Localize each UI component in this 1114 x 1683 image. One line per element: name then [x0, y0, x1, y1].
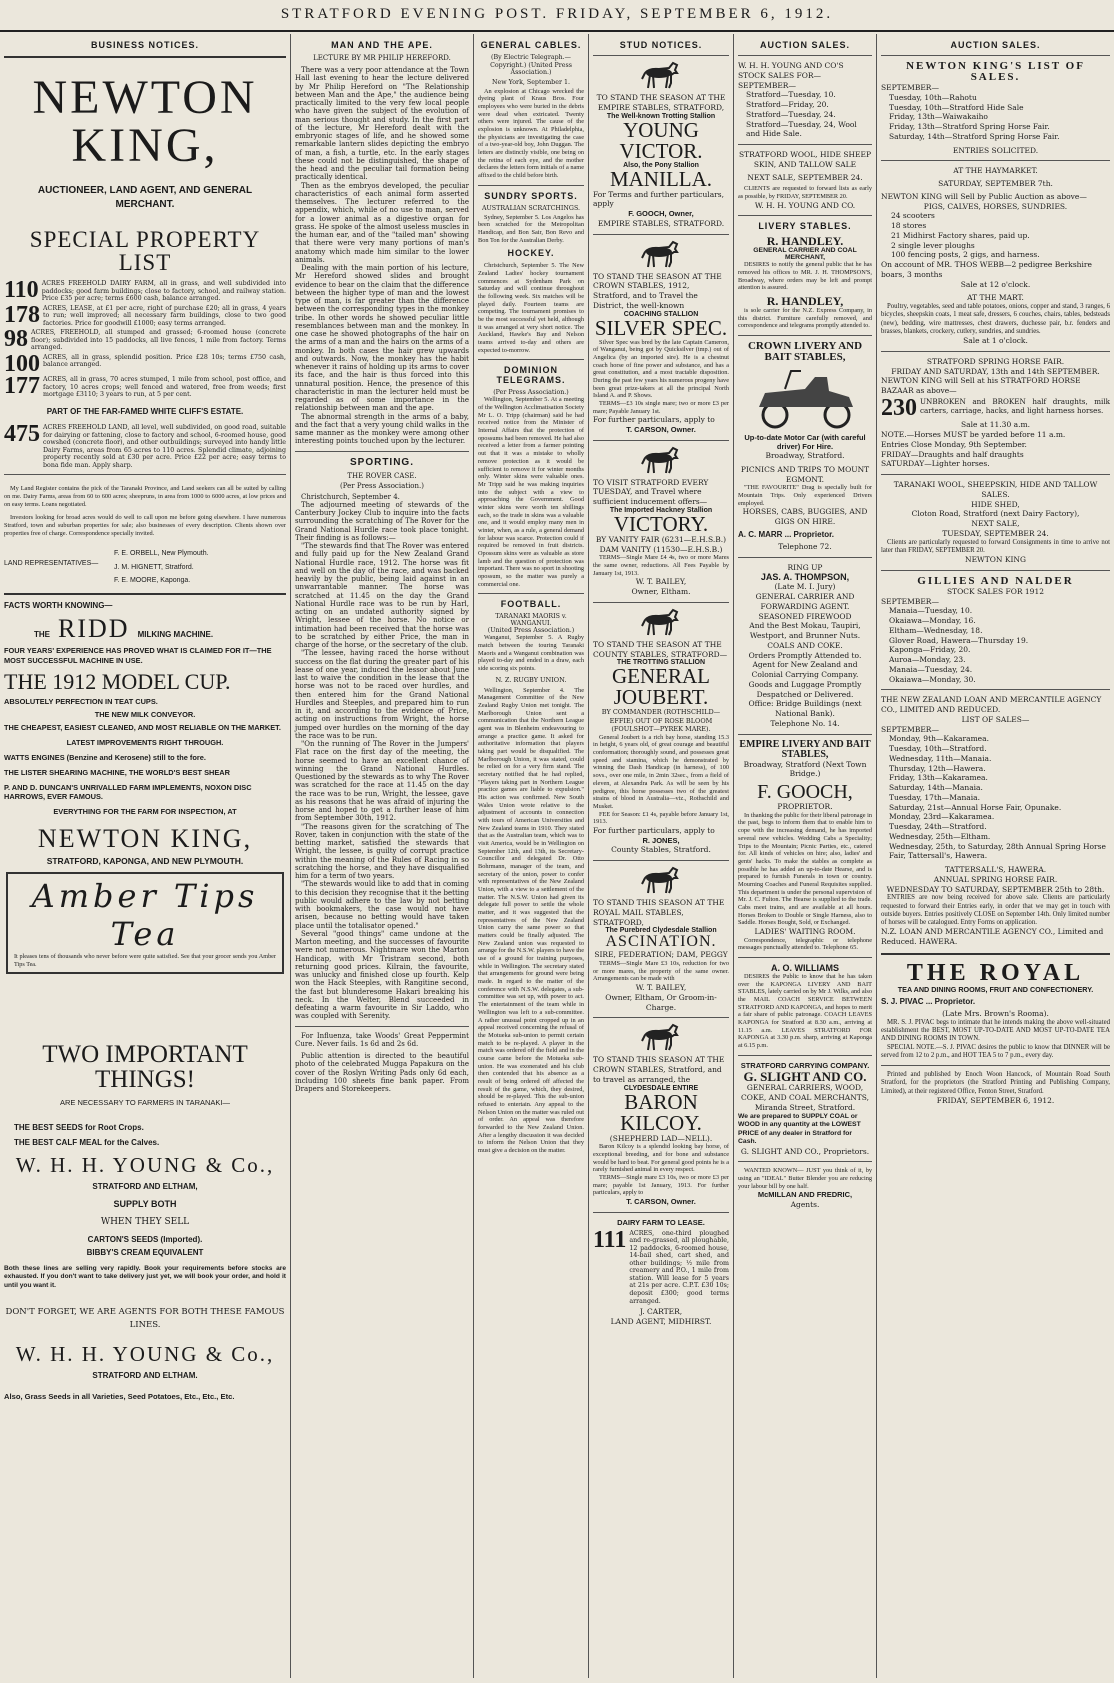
property-item: 177 ACRES, all in grass, 70 acres stumped, 1 mile from school, post office, and factory, 10 acres crops; well fenced and watered, free from weeds; first mortgage £3110; 3 years to run, at 5 per cent.: [4, 373, 286, 400]
hockey-heading: HOCKEY.: [507, 248, 555, 259]
football-heading: FOOTBALL.: [500, 599, 562, 610]
property-item: 475 ACRES FREEHOLD LAND, all level, well subdivided, on good road, suitable for dairying or fattening, close to factory and school, 6-roomed house, good cowshed (concrete floor), and other outbuildings; surveyed into handy little Dairy Farms, areas from 65 acres to 110 acres. Splendid climate, adjoining property recently sold at £30 per acre. Price £22 per acre; easy terms to bona fide man. Apply sharp.: [4, 420, 286, 469]
agents-notice: DON'T FORGET, WE ARE AGENTS FOR BOTH THESE FAMOUS LINES.: [5, 1307, 285, 1330]
crown-livery-heading: CROWN LIVERY AND BAIT STABLES,: [747, 340, 863, 364]
cables-article: An explosion at Chicago wrecked the dyeing plant of Kraus Bros. Four employees who were buried in the debris were dead when extricated. Twenty others were injured. The cause of the explosion is unknown. At Philadelphia, the physicians are investigating the case of a two-year-old boy, John Duggan. The letters are distinctly visible, one being on the retina of each eye, and the mother declares the letters form initials of a name affixed to the child before birth.: [478, 87, 584, 180]
rover-article: Christchurch, September 4. The adjourned meeting of stewards of the Canterbury Jockey Club to inquire into the facts surrounding the scratching of The Rover for the Grand National Hurdle race took place tonight. Their finding is as follows:— "The stewards find that The Rover was entered and fully paid up for the New Zealand Grand National Hurdle race, 1912. The horse was fit and well on the day of the race, and was backed heavily by the public, being laid against in an unwarrantable manner. The horse was scratched at 11.45 on the day the Grand National Hurdle race was to be run by Harl, acting on an undated authority signed by Wright, lessee of the horse. No notice or intimation had been received that the horse was to be scratched by either Price, the man in charge of the horse, or the secretary of the club. "The lessee, having raced the horse without success on the flat during the greater part of his lease of one year, induced the lessor about June last to waive the condition in the lease that the horse was not to be raced over hurdles, and then entered him for the Grand National Hurdles and Steeples, and prepared him to run in it, and according to the evidence of Price, acting on instructions from Wright, the horse jumped over hurdles on the morning of the day the race was to be run. "On the running of The Rover in the Jumpers' Flat race on the first day of the meeting, the horse seemed to have an excellent chance of winning the Grand National Hurdles. Questioned by the stewards as to why The Rover was scratched for the race at 11.45 on the day the race was to be run, Wright, the lessee, gave as his reasons that he was afraid of injuring the horse and hoped to get a further lease of him from September 30th, 1912. "The reasons given for the scratching of The Rover, taken in conjunction with the state of the betting market, satisfied the stewards that Wright, the lessee, is guilty of corrupt practice within the meaning of the Rules of Racing in so scratching the horse, and they have disqualified him for a term of two years. "The stewards would like to add that in coming to this decision they recognise that it the betting public would adhere to the law by not betting with bookmakers, the case would not have arisen, because no betting would have taken place until the totalisator opened." Several "good things" came undone at the Marton meeting, and the successes of favourite were not numerous. Nightmare won the Marton Handicap, with Mr Tristram second, both returning good prices. Kilrain, the favourite, was unlucky and finished close up fourth. Kelp won the Hack Steeples, with Rangitine second, the fast but blunderesome Hakari breaking his neck. In the Welter, Blend succeeded in defeating a warm favourite in Sir Laddo, who was coupled with Serenity.: [295, 492, 469, 1021]
watts-line: WATTS ENGINES (Benzine and Kerosene) still to the fore.: [4, 753, 206, 763]
printer-imprint: Printed and published by Enoch Woon Hancock, of Mountain Road South Stratford, for the proprietors (the Stratford Printing and Publishing Company, Limited), at their registered Office, Fenton Street, Stratford.: [881, 1071, 1110, 1095]
property-item: 110 ACRES FREEHOLD DAIRY FARM, all in grass, and well subdivided into paddocks; good farm buildings; close to factory, school, and railway station. Price £35 per acre; terms £600 cash, balance arranged.: [4, 277, 286, 303]
column-auction-livery: AUCTION SALES. W. H. H. YOUNG AND CO'S STOCK SALES FOR— SEPTEMBER— Stratford—Tuesday, 10. Stratford—Friday, 20. Stratford—Tuesday, 24. Stratford—Tuesday, 24, Wool and Hide Sale. STRATFORD WOOL, HIDE SHEEP SKIN, AND TALLOW SALE NEXT SALE, SEPTEMBER 24. CLIENTS are requested to forward lists as early as possible, by FRIDAY, SEPTEMBER 20. W. H. H. YOUNG AND CO. LIVERY STABLES. R. HANDLEY. GENERAL CARRIER AND COAL MERCHANT, DESIRES to notify the general public that he has removed his offices to MR. J. H. THOMPSON'S, Broadway, where orders may be left and prompt attention is assured. R. HANDLEY, is sole carrier for the N.Z. Express Company, in this district. Furniture carefully removed, and correspondence and telegrams promptly attended to. CROWN LIVERY AND BAIT STABLES, Up-to-date Motor Car (with careful driver) For Hire. Broadway, Stratford. PICNICS AND TRIPS TO MOUNT EGMONT. "THE FAVOURITE" Drag is specially built for Mountain Trips. Only experienced Drivers employed. HORSES, CABS, BUGGIES, AND GIGS ON HIRE. A. C. MARR ... Proprietor. Telephone 72. RING UP JAS. A. THOMPSON, (Late M. I. Jury) GENERAL CARRIER AND FORWARDING AGENT. SEASONED FIREWOOD And the Best Mokau, Taupiri, Westport, and Brunner Nuts. COALS AND COKE. Orders Promptly Attended to. Agent for New Zealand and Colonial Carrying Company. Goods and Luggage Promptly Despatched or Delivered. Office: Bridge Buildings (next National Bank). Telephone No. 14. EMPIRE LIVERY AND BAIT STABLES, Broadway, Stratford (Next Town Bridge.) F. GOOCH, PROPRIETOR. In thanking the public for their liberal patronage in the past, begs to inform them that to enable him to cope with the increasing demand, he has imported several new vehicles. Wedding Cabs a Speciality; Trips to the Mountain; Picnic Parties, etc., catered for. All kinds of vehicles on hire; also, ladies' and gents' hacks. To make the stables as complete as possible he has added an up-to-date Hearse, and is prepared to furnish Funerals in town or country. Mourning Coaches and Funeral Requisites supplied. This department is under the personal supervision of Mr. J. C. Fulton. The Hearse is supplied to the trade. Cabs meet trains, and are available at all hours. Horses Broken to Double or Single Harness, also to Saddle. Horses Bought, Sold, or Exchanged. LADIES' WAITING ROOM. Correspondence, telegraphic or telephone messages punctually attended to. Telephone 65. A. O. WILLIAMS DESIRES the Public to know that he has taken over the KAPONGA LIVERY AND BAIT STABLES, lately carried on by Mr J. Wilks, and also the MAIL COACH SERVICE BETWEEN STRATFORD AND KAPONGA, and hopes to merit a fair share of public patronage. COACH LEAVES KAPONGA for Stratford at 8.30 a.m., arriving at 11.15 a.m. LEAVES STRATFORD FOR KAPONGA at 3.30 p.m. sharp, arriving at Kaponga at 6.15 p.m. STRATFORD CARRYING COMPANY. G. SLIGHT AND CO. GENERAL CARRIERS, WOOD, COKE, AND COAL MERCHANTS, Miranda Street, Stratford. We are prepared to SUPPLY COAL or WOOD in any quantity at the LOWEST PRICE of any dealer in Stratford for Cash. G. SLIGHT AND CO., Proprietors. WANTED KNOWN— JUST you think of it, by using an "IDEAL" Butter Blender you are reducing your labour bill by one half. McMILLAN AND FREDRIC, Agents.: [738, 40, 872, 1210]
sundry-sports-heading: SUNDRY SPORTS.: [484, 190, 578, 201]
latest-line: LATEST IMPROVEMENTS RIGHT THROUGH.: [66, 738, 224, 748]
company-name: NEWTON KING,: [37, 824, 253, 854]
dairy-farm-lease: DAIRY FARM TO LEASE. 111 ACRES, one-third ploughed and re-grassed, all ploughable, 12 paddocks, 6-roomed house, 14-bail shed, cart shed, and other buildings; ½ mile from creamery and P.O., 1 mile from station. Will lease for 5 years at 21s per acre. C.P.T. £30 10s; deposit £300; good terms arranged. J. CARTER, LAND AGENT, MIDHIRST.: [593, 1217, 729, 1326]
investors-notice: Investors looking for broad acres would do well to call upon me before going elsewhere. I have numerous Stratford, town and suburban properties for sale; also businesses of every description. Clients shown over properties free of charge. Correspondence specially invited.: [4, 514, 286, 537]
column-auction-sales: AUCTION SALES. NEWTON KING'S LIST OF SALES. SEPTEMBER— Tuesday, 10th—Rahotu Tuesday, 10th—Stratford Hide Sale Friday, 13th—Waiwakaiho Friday, 13th—Stratford Spring Horse Fair. Saturday, 14th—Stratford Spring Horse Fair. ENTRIES SOLICITED. AT THE HAYMARKET. SATURDAY, SEPTEMBER 7th. NEWTON KING will Sell by Public Auction as above— PIGS, CALVES, HORSES, SUNDRIES. 24 scooters 18 stores 21 Midhirst Factory shares, paid up. 2 single lever ploughs 100 fencing posts, 2 gigs, and harness. On account of MR. THOS WEBB—2 pedigree Berkshire boars, 3 months Sale at 12 o'clock. AT THE MART. Poultry, vegetables, seed and table potatoes, onions, copper and stand, 3 ranges, 6 bicycles, sheepskin coats, 1 meat safe, dressers, 6 couches, chairs, tables, bedsteads (new), bedding, wire mattresses, chest drawers, duchesse pair, b.r. fenders and brasses, blankets, crockery, cutlery, sundries, and sundries. Sale at 1 o'clock. STRATFORD SPRING HORSE FAIR. FRIDAY AND SATURDAY, 13th and 14th SEPTEMBER. NEWTON KING will Sell at his STRATFORD HORSE BAZAAR as above— 230 UNBROKEN and BROKEN half draughts, milk carters, carriage, hacks, and light harness horses. Sale at 11.30 a.m. NOTE.—Horses MUST be yarded before 11 a.m. Entries Close Monday, 9th September. FRIDAY—Draughts and half draughts SATURDAY—Lighter horses. TARANAKI WOOL, SHEEPSKIN, HIDE AND TALLOW SALES. HIDE SHED, Cloton Road, Stratford (next Dairy Factory), NEXT SALE, TUESDAY, SEPTEMBER 24. Clients are particularly requested to forward Consignments in time to arrive not later than FRIDAY, SEPTEMBER 20. NEWTON KING GILLIES AND NALDER STOCK SALES FOR 1912 SEPTEMBER— Manaia—Tuesday, 10. Okaiawa—Monday, 16. Eltham—Wednesday, 18. Glover Road, Hawera—Thursday 19. Kaponga—Friday, 20. Auroa—Monday, 23. Manaia—Tuesday, 24. Okaiawa—Monday, 30. THE NEW ZEALAND LOAN AND MERCANTILE AGENCY CO., LIMITED AND REDUCED. LIST OF SALES— SEPTEMBER— Monday, 9th—Kakaramea. Tuesday, 10th—Stratford. Wednesday, 11th—Manaia. Thursday, 12th—Hawera. Friday, 13th—Kakaramea. Saturday, 14th—Manaia. Tuesday, 17th—Manaia. Saturday, 21st—Annual Horse Fair, Opunake. Monday, 23rd—Kakaramea. Tuesday, 24th—Stratford. Wednesday, 25th—Eltham. Wednesday, 25th, to Saturday, 28th Annual Spring Horse Fair, Tattersall's, Hawera. TATTERSALL'S, HAWERA. ANNUAL SPRING HORSE FAIR. WEDNESDAY TO SATURDAY, SEPTEMBER 25th to 28th. ENTRIES are now being received for above sale. Clients are particularly requested to forward their Entries early, in order that we may get in touch with outside buyers. Entries positively CLOSE on September 14th. Only limited number of horses will be catalogued. Entry Forms on application. N.Z. LOAN AND MERCANTILE AGENCY CO., Limited and Reduced. HAWERA. THE ROYAL TEA AND DINING ROOMS, FRUIT AND CONFECTIONERY. S. J. PIVAC ... Proprietor. (Late Mrs. Brown's Rooma). MR. S. J. PIVAC begs to intimate that he intends making the above well-situated establishment the BEST, MOST UP-TO-DATE AND MOST UP-TO-DATE TEA AND DINING ROOMS IN TOWN. SPECIAL NOTE.—S. J. PIVAC desires the public to know that DINNER will be served from 12 to 2 p.m., and HOT TEA 5 to 7 p.m., every day. Printed and published by Enoch Woon Hancock, of Mountain Road South Stratford, for the proprietors (the Stratford Printing and Publishing Company, Limited), at their registered Office, Fenton Street, Stratford. FRIDAY, SEPTEMBER 6, 1912.: [881, 40, 1110, 1105]
writing-pads-ad: Public attention is directed to the beautiful photo of the celebrated Mugga Papakura on the cover of the Roslyn Writing Pads only 6d each, including 100 sheets fine bank paper. From Drapers and Storekeepers.: [295, 1052, 469, 1093]
section-heading: BUSINESS NOTICES.: [90, 40, 199, 50]
land-representatives: LAND REPRESENTATIVES— F. E. ORBELL, New Plymouth. J. M. HIGNETT, Stratford. F. E. MOORE, Kaponga.: [4, 550, 209, 584]
duncan-line: P. AND D. DUNCAN'S UNRIVALLED FARM IMPLEMENTS, NOXON DISC HARROWS, EVER FAMOUS.: [4, 783, 252, 802]
cables-heading: GENERAL CABLES.: [480, 40, 582, 50]
land-register: My Land Register contains the pick of the Taranaki Province, and Land seekers can all be suited by calling on me. Dairy Farms, areas from 60 to 600 acres; sheepruns, in area from 1000 to 6000 acres, at low prices and on easy terms. Loans negotiated.: [4, 485, 286, 508]
column-stud-notices: [589, 36, 733, 1676]
horse-icon: [639, 61, 683, 89]
necessary-line: ARE NECESSARY TO FARMERS IN TARANAKI—: [59, 1097, 231, 1107]
milk-conveyor: THE NEW MILK CONVEYOR.: [94, 710, 196, 720]
cheapest-line: THE CHEAPEST, EASIEST CLEANED, AND MOST RELIABLE ON THE MARKET.: [4, 723, 281, 733]
property-item: 178 ACRES, LEASE, at £1 per acre, right of purchase £20; all in grass, 4 years to run; well improved; all necessary farm buildings, close to two good factories. Price for goodwill £1000; easy terms arranged.: [4, 301, 286, 328]
experience-line: FOUR YEARS' EXPERIENCE HAS PROVED WHAT IS CLAIMED FOR IT—THE MOST SUCCESSFUL MACHINE IN USE.: [4, 646, 272, 665]
young-victor-notice: TO STAND THE SEASON AT THE EMPIRE STABLES, STRATFORD, The Well-known Trotting Stallion YOUNG VICTOR. Also, the Pony Stallion MANILLA. For Terms and further particulars, apply F. GOOCH, Owner, EMPIRE STABLES, STRATFORD.: [593, 61, 729, 229]
ridd-line: THE RIDD MILKING MACHINE.: [34, 614, 214, 644]
two-things-headline: TWO IMPORTANT THINGS!: [42, 1040, 248, 1093]
article-title: MAN AND THE APE.: [331, 40, 433, 50]
amber-tips-advert: Amber Tips Tea It pleases tens of thousands who never before were quite satisfied. See that your grocer sends you Amber Tips Tea.: [6, 872, 284, 973]
masthead-rule: [0, 30, 1114, 32]
list-title: SPECIAL PROPERTY LIST: [29, 227, 261, 275]
victory-notice: TO VISIT STRATFORD EVERY TUESDAY, and Travel where sufficient inducement offers— The Imported Hackney Stallion VICTORY. BY VANITY FAIR (6231—E.H.S.B.) DAM VANITY (11530—E.H.S.B.) TERMS—Single Mare £4 4s, two or more Mares the same owner, reductions. All Fees Payable by January 1st, 1913. W. T. BAILEY, Owner, Eltham.: [593, 446, 729, 597]
company-name: NEWTON KING,: [32, 71, 258, 172]
baron-kilcoy-notice: TO STAND THIS SEASON AT THE CROWN STABLES, Stratford, and to travel as arranged, the CLYDESDALE ENTIRE BARON KILCOY. (SHEPHERD LAD—NELL). Baron Kilcoy is a splendid looking bay horse, of exceptional breeding, and for bone and substance would be hard to beat. For general good points he is a rarely furnished animal in every respect. TERMS—Single mare £3 10s, two or more £3 per mare; payable 1st January, 1913. For further particulars, apply to T. CARSON, Owner.: [593, 1023, 729, 1206]
seed-varieties: Also, Grass Seeds in all Varieties, Seed Potatoes, Etc., Etc., Etc.: [4, 1391, 235, 1401]
property-item: 100 ACRES, all in grass, splendid position. Price £28 10s; terms £750 cash, balance arranged.: [4, 350, 286, 377]
property-list: [4, 277, 286, 400]
towns-line: STRATFORD, KAPONGA, AND NEW PLYMOUTH.: [46, 856, 244, 867]
horse-icon: [639, 240, 683, 268]
silver-spec-notice: TO STAND THE SEASON AT THE CROWN STABLES, 1912, Stratford, and to Travel the District, the well-known COACHING STALLION SILVER SPEC. Silver Spec was bred by the late Captain Cameron, of Wanganui, being got by Quicksilver (imp.) out of Angelica (by an imported sire). He is a chestnut coach horse of fine power and substance, and has a great constitution, and a most tractable disposition. During the past few years his numerous progeny have been great prize-takers at all the principal North Island A. and P. Shows. TERMS—£3 10s single mare; two or more £3 per mare; Payable January 1st. For further particulars, apply to T. CARSON, Owner.: [593, 240, 729, 435]
company-subtitle: AUCTIONEER, LAND AGENT, AND GENERAL MERCHANT.: [37, 185, 253, 210]
selling-notice: Both these lines are selling very rapidly. Book your requirements before stocks are exhausted. If you don't want to take delivery just yet, we will book your order, and hold it until you want it.: [4, 1264, 286, 1289]
influenza-ad: For Influenza, take Woods' Great Peppermint Cure. Never fails. 1s 6d and 2s 6d.: [295, 1031, 469, 1048]
dominion-heading: DOMINION TELEGRAMS.: [496, 365, 566, 386]
horse-icon: [639, 866, 683, 894]
everything-line: EVERYTHING FOR THE FARM FOR INSPECTION, AT: [53, 807, 237, 817]
lecture-article: There was a very poor attendance at the Town Hall last evening to hear the lecture delivered by Mr Philip Hereford on "The Relationship between Man and the Ape," the audience being practically limited to the very few local people who have given the subject of the evolution of man serious thought and study. In the first part of the lecture, Mr Hereford dealt with the embryonic stages of life, and he showed some remarkable lantern slides depicting the embryo of man, a fish, a turtle, etc. In the early stages these could not be distinguished, the shape of the head and the peculiar tail formation being practically identical. Then as the embryos developed, the peculiar characteristics of each animal form asserted themselves. The lecturer referred to the appendix, which, while of no use to man, served for a lower animal as a digestive organ for grass. He spoke of the almost useless muscles in the human ear, and of the "tailed man" showing that there were very many portions of man's anatomy which made him similar to the lower animals. Dealing with the main portion of his lecture, Mr Hereford showed slides and brought evidence to bear on the claim that the difference between the higher type of man and the lowest type of man, is far greater than the difference between the corresponding types in the monkey tribe. In other words he showed peculiar little resemblances between man and the monkey. In one case he showed photographs of the hair on the arms of a man and the hairs on the arms of a monkey. In both cases the hair grew upwards and outwards. Now, the monkey has the habit whenever it rains of holding up its arms to cover its face, and the hair is thus forced into this unnatural position. Hence, the presence of this characteristic in man the lecturer held must be regarded as of some importance in the relationship between man and the ape. The abnormal strength in the arms of a baby, and the fact that a very young child walks in the same manner as the monkey were among other interesting points touched upon by the lecturer.: [295, 66, 469, 446]
column-business-notices: BUSINESS NOTICES. NEWTON KING, AUCTIONEER, LAND AGENT, AND GENERAL MERCHANT. SPECIAL PROPERTY LIST 110 ACRES FREEHOLD DAIRY FARM, all in grass, and well subdivided into paddocks; good farm buildings; close to factory, school, and railway station. Price £35 per acre; terms £600 cash, balance arranged. 178 ACRES, LEASE, at £1 per acre, right of purchase £20; all in grass, 4 years to run; well improved; all necessary farm buildings, close to two good factories. Price for goodwill £1000; easy terms arranged. 98 ACRES, FREEHOLD, all stumped and grassed; 6-roomed house (concrete floor); subdivided into 15 paddocks, all live fences, 1 mile from factory. Terms arranged. 100 ACRES, all in grass, splendid position. Price £28 10s; terms £750 cash, balance arranged. 177 ACRES, all in grass, 70 acres stumped, 1 mile from school, post office, and factory, 10 acres crops; well fenced and watered, free from weeds; first mortgage £3110; 3 years to run, at 5 per cent. PART OF THE FAR-FAMED WHITE CLIFF'S ESTATE. 475 ACRES FREEHOLD LAND, all level, well subdivided, on good road, suitable for dairying or fattening, close to factory and school, 6-roomed house, good cowshed (concrete floor), and other outbuildings; surveyed into handy little Dairy Farms, areas from 65 acres to 110 acres. Splendid climate, adjoining property recently sold at £30 per acre. Price £22 per acre; easy terms to bona fide man. Apply sharp. My Land Register contains the pick of the Taranaki Province, and Land seekers can all be suited by calling on me. Dairy Farms, areas from 60 to 600 acres; sheepruns, in area from 1000 to 6000 acres, at low prices and on easy terms. Loans negotiated. Investors looking for broad acres would do well to call upon me before going elsewhere. I have numerous Stratford, town and suburban properties for sale; also businesses of every description. Clients shown over properties free of charge. Correspondence specially invited. LAND REPRESENTATIVES— F. E. ORBELL, New Plymouth. J. M. HIGNETT, Stratford. F. E. MOORE, Kaponga. FACTS WORTH KNOWING— THE RIDD MILKING MACHINE. FOUR YEARS' EXPERIENCE HAS PROVED WHAT IS CLAIMED FOR IT—THE MOST SUCCESSFUL MACHINE IN USE. THE 1912 MODEL CUP. ABSOLUTELY PERFECTION IN TEAT CUPS. THE NEW MILK CONVEYOR. THE CHEAPEST, EASIEST CLEANED, AND MOST RELIABLE ON THE MARKET. LATEST IMPROVEMENTS RIGHT THROUGH. WATTS ENGINES (Benzine and Kerosene) still to the fore. THE LISTER SHEARING MACHINE, THE WORLD'S BEST SHEAR P. AND D. DUNCAN'S UNRIVALLED FARM IMPLEMENTS, NOXON DISC HARROWS, EVER FAMOUS. EVERYTHING FOR THE FARM FOR INSPECTION, AT NEWTON KING, STRATFORD, KAPONGA, AND NEW PLYMOUTH. Amber Tips Tea It pleases tens of thousands who never before were quite satisfied. See that your grocer sends you Amber Tips Tea. TWO IMPORTANT THINGS! ARE NECESSARY TO FARMERS IN TARANAKI— THE BEST SEEDS for Root Crops. THE BEST CALF MEAL for the Calves. W. H. H. YOUNG & Co., STRATFORD AND ELTHAM, SUPPLY BOTH WHEN THEY SELL CARTON'S SEEDS (Imported). BIBBY'S CREAM EQUIVALENT Both these lines are selling very rapidly. Book your requirements before stocks are exhausted. If you don't want to take delivery just yet, we will book your order, and hold it until you want it. DON'T FORGET, WE ARE AGENTS FOR BOTH THESE FAMOUS LINES. W. H. H. YOUNG & Co., STRATFORD AND ELTHAM. Also, Grass Seeds in all Varieties, Seed Potatoes, Etc., Etc., Etc.: [4, 40, 286, 1401]
horse-icon: [639, 446, 683, 474]
white-cliffs-heading: PART OF THE FAR-FAMED WHITE CLIFF'S ESTATE.: [46, 406, 244, 416]
section-heading: AUCTION SALES.: [950, 40, 1041, 50]
horse-icon: [639, 608, 683, 636]
motor-car-icon: [745, 367, 865, 429]
property-item: 98 ACRES, FREEHOLD, all stumped and grassed; 6-roomed house (concrete floor); subdivided into 15 paddocks, all live fences, 1 mile from factory. Terms arranged.: [4, 326, 286, 353]
lister-line: THE LISTER SHEARING MACHINE, THE WORLD'S BEST SHEAR: [4, 768, 230, 778]
amber-tips-logo: Amber Tips Tea: [31, 877, 259, 954]
young-company: W. H. H. YOUNG & Co.,: [15, 1341, 275, 1366]
section-heading: AUCTION SALES.: [759, 40, 850, 50]
sporting-heading: SPORTING.: [349, 456, 414, 468]
general-joubert-notice: TO STAND THE SEASON AT THE COUNTY STABLES, STRATFORD— THE TROTTING STALLION GENERAL JOUBERT. BY COMMANDER (ROTHSCHILD—EFFIE) OUT OF ROSE BLOOM (FOULSHOT—PYREK MARE). General Joubert is a rich bay horse, standing 15.3 in height, 6 years old, of great courage and beautiful conformation; thoroughly sound, and possesses great speed and stamina, which he demonstrated by winning the Dash Handicap (in harness), of 100 sovs., over one mile, in 2min 32sec., from a field of eleven, at Alexandra Park. As will be seen by his pedigree, this horse possesses two of the greatest strains of blood in Australia—viz., Rothschild and Musket. FEE for Season: £1 4s, payable before January 1st, 1913. For further particulars, apply to R. JONES, County Stables, Stratford.: [593, 608, 729, 855]
masthead: STRATFORD EVENING POST. FRIDAY, SEPTEMBER 6, 1912.: [280, 6, 834, 22]
column-lecture-sporting: MAN AND THE APE. LECTURE BY MR PHILIP HEREFORD. There was a very poor attendance at the Town Hall last evening to hear the lecture delivered by Mr Philip Hereford on "The Relationship between Man and the Ape," the audience being practically limited to the very few local people who have given the subject of the evolution of man serious thought and study. In the first part of the lecture, Mr Hereford dealt with the embryonic stages of life, and he showed some remarkable lantern slides depicting the embryo of man, a fish, a turtle, etc. In the early stages these could not be distinguished, the shape of the head and the peculiar tail formation being practically identical. Then as the embryos developed, the peculiar characteristics of each animal form asserted themselves. The lecturer referred to the appendix, which, while of no use to man, served for a lower animal as a digestive organ for grass. He spoke of the almost useless muscles in the human ear, and of the "tailed man" showing that there were very many portions of man's anatomy which made him similar to the lower animals. Dealing with the main portion of his lecture, Mr Hereford showed slides and brought evidence to bear on the claim that the difference between the higher type of man and the lowest type of man, is far greater than the difference between the corresponding types in the monkey tribe. In other words he showed peculiar little resemblances between man and the monkey. In one case he showed photographs of the hair on the arms of a man and the hairs on the arms of a monkey. In both cases the hair grew upwards and outwards. Now, the monkey has the habit whenever it rains of holding up its arms to cover its face, and the hair is thus forced into this unnatural position. Hence, the presence of this characteristic in man the lecturer held must be regarded as of some importance in the relationship between man and the ape. The abnormal strength in the arms of a baby, and the fact that a very young child walks in the same manner as the monkey were among other interesting points touched upon by the lecturer. SPORTING. THE ROVER CASE. (Per Press Association.) Christchurch, September 4. The adjourned meeting of stewards of the Canterbury Jockey Club to inquire into the facts surrounding the scratching of The Rover for the Grand National Hurdle race took place tonight. Their finding is as follows:— "The stewards find that The Rover was entered and fully paid up for the New Zealand Grand National Hurdle race, 1912. The horse was fit and well on the day of the race, and was backed heavily by the public, being laid against in an unwarrantable manner. The horse was scratched at 11.45 on the day the Grand National Hurdle race was to be run by Harl, acting on an undated authority signed by Wright, lessee of the horse. No notice or intimation had been received that the horse was to be scratched by either Price, the man in charge of the horse, or the secretary of the club. "The lessee, having raced the horse without success on the flat during the greater part of his lease of one year, induced the lessor about June last to waive the condition in the lease that the horse was not to be raced over hurdles, and then entered him for the Grand National Hurdles and Steeples, and prepared him to run in it, and according to the evidence of Price, acting on instructions from Wright, the horse jumped over hurdles on the morning of the day the race was to be run. "On the running of The Rover in the Jumpers' Flat race on the first day of the meeting, the horse seemed to have an excellent chance of winning the Grand National Hurdles. Questioned by the stewards as to why The Rover was scratched for the race at 11.45 on the day the race was to be run, Wright, the lessee, gave as his reasons that he was afraid of injuring the horse and hoped to get a further lease of him from September 30th, 1912. "The reasons given for the scratching of The Rover, taken in conjunction with the state of the betting market, satisfied the stewards that Wright, the lessee, is guilty of corrupt practice within the meaning of the Rules of Racing in so scratching the horse, and they have disqualified him for a term of two years. "The stewards would like to add that in coming to this decision they recognise that it the betting public would adhere to the law by not betting with bookmakers, the case would not have arisen, because no betting would have taken place until the totalisator opened." Several "good things" came undone at the Marton meeting, and the successes of favourite were not numerous. Nightmare won the Marton Handicap, with Mr Tristram second, both returning good prices. Kilrain, the favourite, was unlucky and finished close up fourth. Kelp won the Hack Steeples, with Rangitine second, the fast but blunderesome Hakari breaking his neck. In the Welter, Blend succeeded in defeating a warm favourite in Sir Laddo, who was coupled with Serenity. For Influenza, take Woods' Great Peppermint Cure. Never fails. 1s 6d and 2s 6d. Public attention is directed to the beautiful photo of the celebrated Mugga Papakura on the cover of the Roslyn Writing Pads only 6d each, including 100 sheets fine bank paper. From Drapers and Storekeepers.: [295, 40, 469, 1093]
column-cables: GENERAL CABLES. (By Electric Telegraph.—Copyright.) (United Press Association.) New York, September 1. An explosion at Chicago wrecked the dyeing plant of Kraus Bros. Four employees who were buried in the debris were dead when extricated. Twenty others were injured. The cause of the explosion is unknown. At Philadelphia, the physicians are investigating the case of a two-year-old boy, John Duggan. The letters are distinctly visible, one being on the retina of each eye, and the mother declares the letters form initials of a name affixed to the child before birth. SUNDRY SPORTS. AUSTRALIAN SCRATCHINGS. Sydney, September 5. Los Angelos has been scratched for the Metropolitan Handicap, and Bon Sair, Bon Revo and Bon Ton for the Australian Derby. HOCKEY. Christchurch, September 5. The New Zealand Ladies' hockey tournament commences at Sydenham Park on Saturday and will continue throughout the following week. Six matches will be played daily. Fourteen teams are competing. The tournament promises to be the most successful yet held, although it was arranged at very short notice. The Auckland, Hawke's Bay and Nelson teams arrived to-day and others are expected to-morrow. DOMINION TELEGRAMS. (Per Press Association.) Wellington, September 5. At a meeting of the Wellington Acclimatisation Society Mr L. O. Tripp (chairman) said he had received notice from the Minister of Internal Affairs that the protection of opossums had been removed. He had also received a letter from a farmer pointing out that it was a mistake to wholly remove protection as it would be sufficient to remove it for winter months only. Winter skins were valuable ones. Mr Tripp said he was making inquiries into the subject with a view to approaching the Government. Good winter skins were worth ten shillings each, so the trade in skins was a valuable one, and it would employ many men in winter, when, as a rule, a general demand for labour was scarce. Protection could if required be removed in fruit districts. Opossum skins were as valuable as store lamb and the question of protection was important. There was no sport in shooting opossum, so the matter was purely a commercial one. FOOTBALL. TARANAKI MAORIS v. WANGANUI. (United Press Association.) Wanganui, September 5. A Rugby match between the touring Taranaki Maoris and a Wanganui combination was played to-day and ended in a draw, each side scoring six points. N. Z. RUGBY UNION. Wellington, September 4. The Management Committee of the New Zealand Rugby Union met tonight. The Marlborough Union sent a communication that the Northern League agent was in Blenheim endeavouring to arrange a practice game. It asked for authoritative information that players taking part would be disqualified. The Marlborough Union, it was stated, could be relied on for a very firm stand. The secretary notified that he had replied, "Players taking part in Northern League practice games are liable to expulsion." His action was confirmed. New South Wales Union wrote relative to the adjustment of accounts in connection with tours of American Universities and New Zealand teams in 1910. They stated that as the Australian team, which was to visit America, would be in Wellington on September 12th, and 13th, its Secretary-Councillor and delegated Dr. Otto Bohrmann, manager of the team, and secretary of the union, power to confer with representatives of the New Zealand Union, with a view to a settlement of the matter. The N.S.W. Union had given its delegate full power to settle the whole matter, and it was suggested that the representatives of the New Zealand Union carry the same power so that matters could be finally adjusted. The New Zealand union was requested to arrange for the N.S.W. players to have the use of a ground for training purposes, while in Wellington. The secretary stated that arrangements for ground were being made. In regard to the matter of the conference with N.S.W. delegates, a sub-committee was set up, with power to act. The entertainment of the team while in Wellington was left to a sub-committee. A rather unusual point cropped up in an appeal received concerning the refusal of the Motueka sub-union to permit certain match to be re-played. A player in the match was ordered off the field and in the course came before the Motueka sub-union. He was exonerated and his club then contended that his absence as a result of being ordered off affected the result of the game, which, they desired, should be re-played. This the sub-union refused to entertain. Any appeal to the Nelson Union on the matter was ruled out of order. An appeal was therefore forwarded to the New Zealand Union. After a lengthy discussion it was decided to inform the Nelson Union that they must give a decision on the matter.: [478, 40, 584, 1154]
young-company: W. H. H. YOUNG & Co.,: [15, 1152, 275, 1177]
ascination-notice: TO STAND THIS SEASON AT THE ROYAL MAIL STABLES, STRATFORD, The Purebred Clydesdale Stallion ASCINATION. SIRE, FEDERATION; DAM, PEGGY TERMS—Single Mare £3 10s, reduction for two or more mares, the property of the same owner. Arrangements can be made with W. T. BAILEY, Owner, Eltham, Or Groom-in-Charge.: [593, 866, 729, 1012]
horse-icon: [639, 1023, 683, 1051]
facts-heading: FACTS WORTH KNOWING—: [4, 601, 113, 611]
section-heading: STUD NOTICES.: [619, 40, 703, 50]
teat-cup-line: ABSOLUTELY PERFECTION IN TEAT CUPS.: [4, 697, 158, 707]
royal-tea-rooms: THE ROYAL: [906, 959, 1085, 986]
model-cup: THE 1912 MODEL CUP.: [4, 669, 231, 695]
